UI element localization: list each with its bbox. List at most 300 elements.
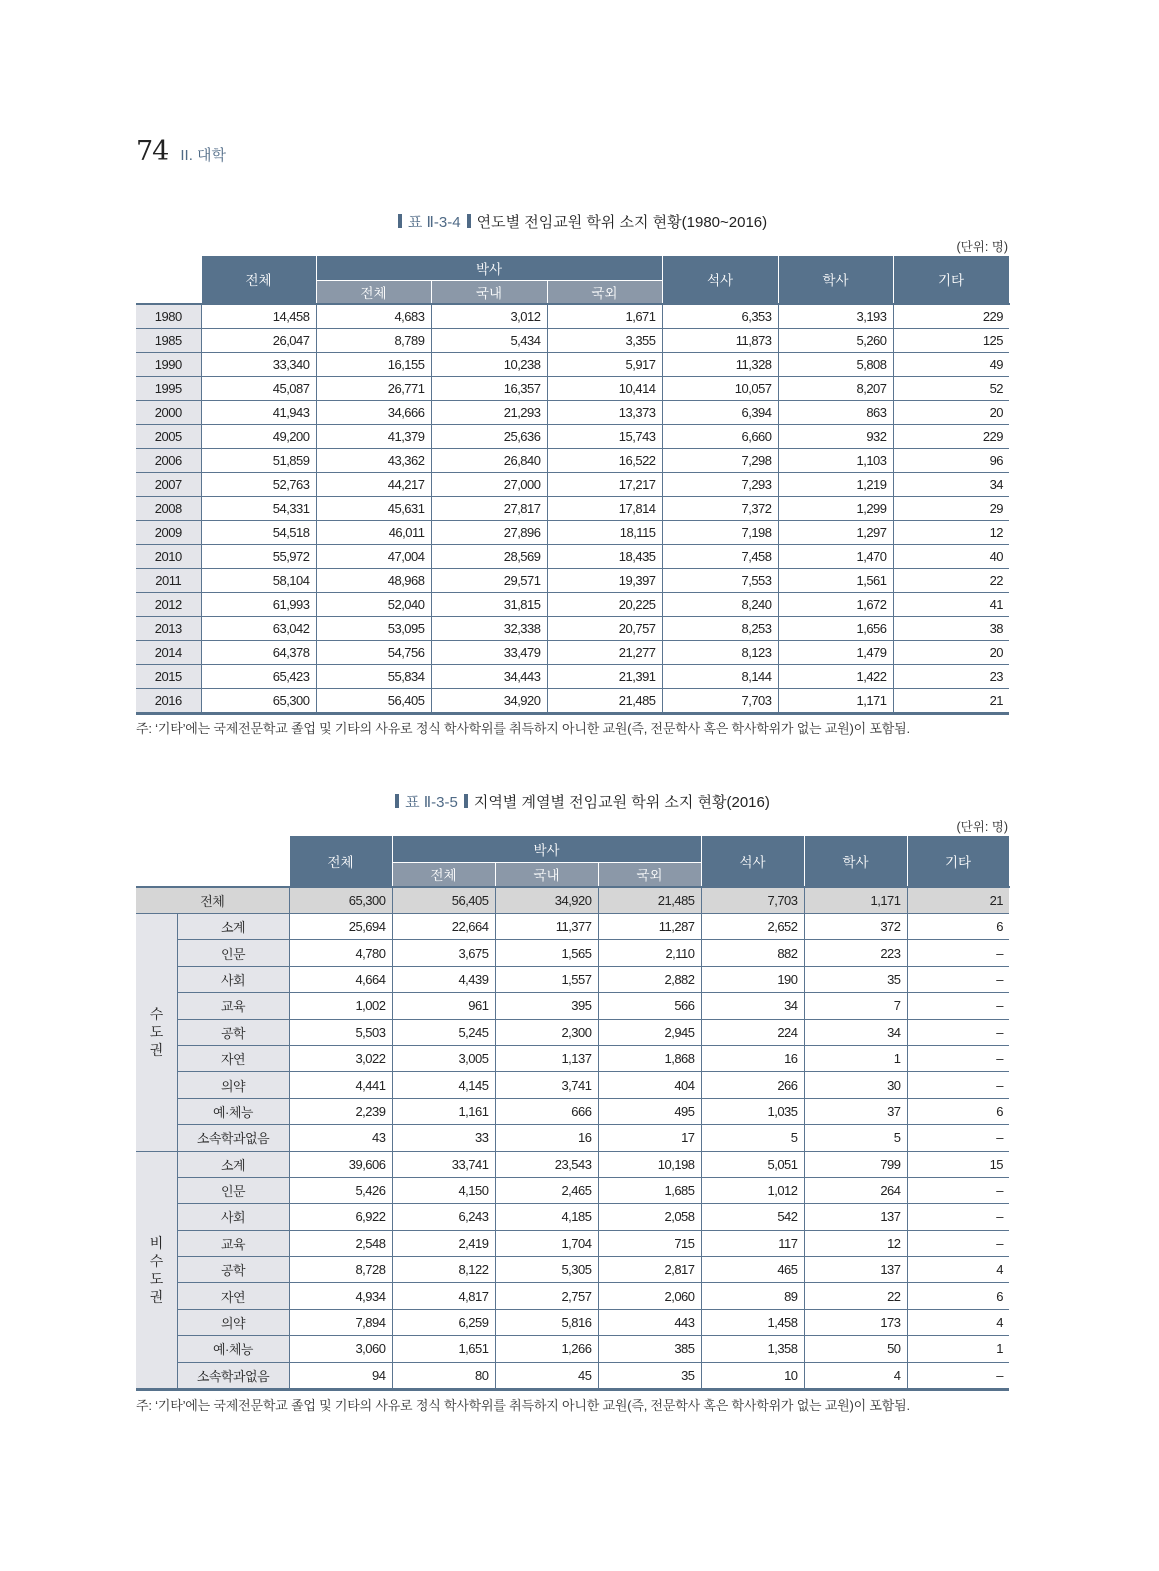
cell-phd-total: 6,243 xyxy=(392,1204,495,1230)
cell-phd-domestic: 27,000 xyxy=(431,472,547,496)
cell-total: 55,972 xyxy=(201,544,316,568)
table-row xyxy=(136,1125,1009,1151)
cell-total: 5,426 xyxy=(289,1177,392,1203)
cell-bachelor: 1,171 xyxy=(778,688,893,713)
region-char: 권 xyxy=(149,1288,163,1305)
cell-phd-total: 4,145 xyxy=(392,1072,495,1098)
cell-phd-foreign: 10,414 xyxy=(547,376,662,400)
cell-total: 52,763 xyxy=(201,472,316,496)
table-row xyxy=(136,616,1009,640)
table2-footnote: 주: ‘기타’에는 국제전문학교 졸업 및 기타의 사유로 정식 학사학위를 취득하지 아니한 교원(즉, 전문학사 혹은 학사학위가 없는 교원)이 포함됨. xyxy=(136,1398,910,1413)
cell-phd-total: 33 xyxy=(392,1125,495,1151)
region-char: 도 xyxy=(149,1270,163,1287)
table2-corner xyxy=(136,836,289,887)
cell-master: 34 xyxy=(701,993,804,1019)
cell-bachelor: 50 xyxy=(804,1336,907,1362)
cell-other: 6 xyxy=(907,914,1009,940)
row-year: 2007 xyxy=(136,472,201,496)
cell-master: 7,293 xyxy=(662,472,778,496)
table-row xyxy=(136,1204,1009,1230)
row-field: 공학 xyxy=(177,1019,289,1045)
table-row xyxy=(136,496,1009,520)
cell-master: 8,240 xyxy=(662,592,778,616)
cell-other: – xyxy=(907,1072,1009,1098)
cell-phd-domestic: 27,817 xyxy=(431,496,547,520)
cell-phd-domestic: 34,920 xyxy=(431,688,547,713)
cell-master: 8,253 xyxy=(662,616,778,640)
col-header-phd-total: 전체 xyxy=(316,280,431,304)
row-year: 2008 xyxy=(136,496,201,520)
cell-master: 5 xyxy=(701,1125,804,1151)
cell-phd-total: 54,756 xyxy=(316,640,431,664)
table-row xyxy=(136,592,1009,616)
cell-master: 89 xyxy=(701,1283,804,1309)
cell-other: – xyxy=(907,966,1009,992)
cell-other: 20 xyxy=(893,400,1009,424)
cell-master: 7,458 xyxy=(662,544,778,568)
cell-phd-foreign: 18,435 xyxy=(547,544,662,568)
cell-bachelor: 1,470 xyxy=(778,544,893,568)
table-row xyxy=(136,304,1009,329)
cell-phd-foreign: 715 xyxy=(598,1230,701,1256)
col-header-bachelor: 학사 xyxy=(778,256,893,304)
region-label xyxy=(136,1151,177,1390)
table-row xyxy=(136,1045,1009,1071)
cell-total: 63,042 xyxy=(201,616,316,640)
cell-master: 7,553 xyxy=(662,568,778,592)
cell-total: 3,060 xyxy=(289,1336,392,1362)
cell-phd-domestic: 10,238 xyxy=(431,352,547,376)
cell-other: 40 xyxy=(893,544,1009,568)
row-field: 공학 xyxy=(177,1257,289,1283)
cell-phd-domestic: 5,816 xyxy=(495,1309,598,1335)
cell-phd-domestic: 33,479 xyxy=(431,640,547,664)
table-row xyxy=(136,424,1009,448)
cell-phd-foreign: 21,485 xyxy=(598,887,701,914)
cell-phd-foreign: 2,110 xyxy=(598,940,701,966)
cell-phd-domestic: 16,357 xyxy=(431,376,547,400)
cell-phd-total: 3,005 xyxy=(392,1045,495,1071)
col-header-phd-foreign: 국외 xyxy=(598,862,701,887)
cell-phd-foreign: 21,391 xyxy=(547,664,662,688)
cell-phd-foreign: 2,058 xyxy=(598,1204,701,1230)
cell-phd-foreign: 16,522 xyxy=(547,448,662,472)
cell-phd-total: 52,040 xyxy=(316,592,431,616)
cell-phd-foreign: 385 xyxy=(598,1336,701,1362)
cell-other: 15 xyxy=(907,1151,1009,1177)
cell-phd-total: 45,631 xyxy=(316,496,431,520)
cell-phd-total: 3,675 xyxy=(392,940,495,966)
table-row xyxy=(136,400,1009,424)
cell-phd-foreign: 17,814 xyxy=(547,496,662,520)
cell-total: 43 xyxy=(289,1125,392,1151)
cell-phd-total: 80 xyxy=(392,1362,495,1389)
table-row xyxy=(136,544,1009,568)
row-year: 2012 xyxy=(136,592,201,616)
cell-phd-total: 4,817 xyxy=(392,1283,495,1309)
cell-bachelor: 5,260 xyxy=(778,328,893,352)
cell-phd-total: 46,011 xyxy=(316,520,431,544)
region-char: 수 xyxy=(149,1252,163,1269)
cell-phd-domestic: 27,896 xyxy=(431,520,547,544)
col-header-phd-total: 전체 xyxy=(392,862,495,887)
table-row xyxy=(136,914,1009,940)
table1-unit: (단위: 명) xyxy=(956,240,1008,254)
cell-master: 6,353 xyxy=(662,304,778,329)
cell-phd-total: 5,245 xyxy=(392,1019,495,1045)
cell-bachelor: 1,561 xyxy=(778,568,893,592)
cell-bachelor: 22 xyxy=(804,1283,907,1309)
cell-bachelor: 4 xyxy=(804,1362,907,1389)
cell-other: 229 xyxy=(893,424,1009,448)
cell-total: 65,423 xyxy=(201,664,316,688)
page-header xyxy=(136,136,226,167)
page-number: 74 xyxy=(136,136,169,167)
cell-phd-domestic: 34,920 xyxy=(495,887,598,914)
cell-phd-domestic: 1,565 xyxy=(495,940,598,966)
table1-title xyxy=(0,211,1159,232)
row-year: 2011 xyxy=(136,568,201,592)
cell-total: 1,002 xyxy=(289,993,392,1019)
region-label xyxy=(136,914,177,1152)
cell-phd-domestic: 4,185 xyxy=(495,1204,598,1230)
cell-bachelor: 863 xyxy=(778,400,893,424)
cell-bachelor: 12 xyxy=(804,1230,907,1256)
table-row xyxy=(136,1362,1009,1389)
cell-phd-total: 22,664 xyxy=(392,914,495,940)
cell-bachelor: 264 xyxy=(804,1177,907,1203)
table2-label: 표 Ⅱ-3-5 xyxy=(405,794,458,811)
cell-phd-domestic: 5,305 xyxy=(495,1257,598,1283)
cell-bachelor: 7 xyxy=(804,993,907,1019)
cell-total: 3,022 xyxy=(289,1045,392,1071)
cell-bachelor: 1,422 xyxy=(778,664,893,688)
cell-phd-foreign: 20,757 xyxy=(547,616,662,640)
cell-phd-domestic: 3,012 xyxy=(431,304,547,329)
table2 xyxy=(136,836,1010,1391)
cell-phd-foreign: 10,198 xyxy=(598,1151,701,1177)
cell-other: 23 xyxy=(893,664,1009,688)
cell-bachelor: 5,808 xyxy=(778,352,893,376)
cell-bachelor: 37 xyxy=(804,1098,907,1124)
cell-master: 1,358 xyxy=(701,1336,804,1362)
cell-phd-domestic: 23,543 xyxy=(495,1151,598,1177)
row-year: 2015 xyxy=(136,664,201,688)
cell-phd-foreign: 35 xyxy=(598,1362,701,1389)
cell-phd-total: 961 xyxy=(392,993,495,1019)
table-row xyxy=(136,376,1009,400)
cell-phd-total: 48,968 xyxy=(316,568,431,592)
cell-bachelor: 1,297 xyxy=(778,520,893,544)
region-char: 수 xyxy=(149,1006,163,1023)
row-field: 소계 xyxy=(177,1151,289,1177)
col-header-total: 전체 xyxy=(201,256,316,304)
row-field: 예·체능 xyxy=(177,1336,289,1362)
region-char: 비 xyxy=(149,1234,163,1251)
col-header-phd-domestic: 국내 xyxy=(431,280,547,304)
row-year: 2006 xyxy=(136,448,201,472)
cell-master: 6,394 xyxy=(662,400,778,424)
cell-bachelor: 34 xyxy=(804,1019,907,1045)
cell-phd-foreign: 2,817 xyxy=(598,1257,701,1283)
cell-total: 2,239 xyxy=(289,1098,392,1124)
cell-total: 2,548 xyxy=(289,1230,392,1256)
cell-other: 21 xyxy=(893,688,1009,713)
row-field: 인문 xyxy=(177,1177,289,1203)
table1-corner xyxy=(136,256,201,304)
table-row xyxy=(136,1230,1009,1256)
cell-phd-domestic: 1,137 xyxy=(495,1045,598,1071)
table-row xyxy=(136,664,1009,688)
col-header-phd-domestic: 국내 xyxy=(495,862,598,887)
title-bar-icon xyxy=(464,794,468,808)
table-row xyxy=(136,1283,1009,1309)
cell-other: 4 xyxy=(907,1309,1009,1335)
cell-other: 125 xyxy=(893,328,1009,352)
cell-phd-domestic: 1,266 xyxy=(495,1336,598,1362)
cell-phd-total: 56,405 xyxy=(316,688,431,713)
cell-other: – xyxy=(907,1362,1009,1389)
cell-total: 51,859 xyxy=(201,448,316,472)
col-header-bachelor: 학사 xyxy=(804,836,907,887)
cell-phd-foreign: 566 xyxy=(598,993,701,1019)
cell-bachelor: 173 xyxy=(804,1309,907,1335)
col-header-phd-foreign: 국외 xyxy=(547,280,662,304)
cell-total: 94 xyxy=(289,1362,392,1389)
row-year: 2000 xyxy=(136,400,201,424)
cell-other: – xyxy=(907,1019,1009,1045)
table-row xyxy=(136,520,1009,544)
row-year: 2014 xyxy=(136,640,201,664)
cell-other: 34 xyxy=(893,472,1009,496)
row-field: 사회 xyxy=(177,966,289,992)
row-year: 2010 xyxy=(136,544,201,568)
table-row xyxy=(136,328,1009,352)
cell-other: 38 xyxy=(893,616,1009,640)
table-row xyxy=(136,1098,1009,1124)
row-field: 사회 xyxy=(177,1204,289,1230)
row-field: 자연 xyxy=(177,1045,289,1071)
cell-other: – xyxy=(907,993,1009,1019)
cell-master: 465 xyxy=(701,1257,804,1283)
cell-phd-total: 1,161 xyxy=(392,1098,495,1124)
cell-total: 58,104 xyxy=(201,568,316,592)
cell-master: 2,652 xyxy=(701,914,804,940)
cell-bachelor: 372 xyxy=(804,914,907,940)
cell-other: – xyxy=(907,1204,1009,1230)
table-row xyxy=(136,1151,1009,1177)
col-header-other: 기타 xyxy=(893,256,1009,304)
cell-bachelor: 1 xyxy=(804,1045,907,1071)
cell-total: 49,200 xyxy=(201,424,316,448)
cell-bachelor: 799 xyxy=(804,1151,907,1177)
cell-bachelor: 5 xyxy=(804,1125,907,1151)
cell-total: 6,922 xyxy=(289,1204,392,1230)
cell-phd-total: 34,666 xyxy=(316,400,431,424)
cell-other: 22 xyxy=(893,568,1009,592)
cell-master: 7,703 xyxy=(701,887,804,914)
cell-master: 7,298 xyxy=(662,448,778,472)
cell-phd-foreign: 1,868 xyxy=(598,1045,701,1071)
cell-master: 5,051 xyxy=(701,1151,804,1177)
cell-other: 96 xyxy=(893,448,1009,472)
cell-other: 1 xyxy=(907,1336,1009,1362)
row-field: 인문 xyxy=(177,940,289,966)
cell-bachelor: 1,479 xyxy=(778,640,893,664)
cell-phd-foreign: 2,882 xyxy=(598,966,701,992)
cell-phd-domestic: 395 xyxy=(495,993,598,1019)
cell-phd-domestic: 2,300 xyxy=(495,1019,598,1045)
table-row xyxy=(136,448,1009,472)
row-field: 소속학과없음 xyxy=(177,1125,289,1151)
cell-phd-domestic: 16 xyxy=(495,1125,598,1151)
cell-total: 4,934 xyxy=(289,1283,392,1309)
title-bar-icon xyxy=(467,214,471,228)
cell-total: 54,518 xyxy=(201,520,316,544)
cell-master: 11,873 xyxy=(662,328,778,352)
cell-phd-domestic: 666 xyxy=(495,1098,598,1124)
cell-master: 10 xyxy=(701,1362,804,1389)
table-row xyxy=(136,1309,1009,1335)
cell-phd-domestic: 28,569 xyxy=(431,544,547,568)
cell-phd-domestic: 25,636 xyxy=(431,424,547,448)
cell-phd-total: 33,741 xyxy=(392,1151,495,1177)
cell-bachelor: 1,656 xyxy=(778,616,893,640)
cell-phd-total: 6,259 xyxy=(392,1309,495,1335)
cell-master: 11,328 xyxy=(662,352,778,376)
cell-other: 6 xyxy=(907,1283,1009,1309)
cell-master: 10,057 xyxy=(662,376,778,400)
cell-phd-domestic: 34,443 xyxy=(431,664,547,688)
cell-total: 26,047 xyxy=(201,328,316,352)
cell-phd-total: 43,362 xyxy=(316,448,431,472)
cell-master: 7,703 xyxy=(662,688,778,713)
cell-total: 39,606 xyxy=(289,1151,392,1177)
cell-master: 8,144 xyxy=(662,664,778,688)
table-row xyxy=(136,640,1009,664)
cell-phd-foreign: 5,917 xyxy=(547,352,662,376)
cell-master: 224 xyxy=(701,1019,804,1045)
cell-total: 64,378 xyxy=(201,640,316,664)
col-header-master: 석사 xyxy=(662,256,778,304)
cell-phd-foreign: 3,355 xyxy=(547,328,662,352)
cell-phd-total: 56,405 xyxy=(392,887,495,914)
cell-phd-foreign: 1,671 xyxy=(547,304,662,329)
col-header-phd: 박사 xyxy=(392,836,701,862)
cell-phd-total: 16,155 xyxy=(316,352,431,376)
cell-bachelor: 30 xyxy=(804,1072,907,1098)
cell-master: 6,660 xyxy=(662,424,778,448)
cell-bachelor: 1,103 xyxy=(778,448,893,472)
row-field: 의약 xyxy=(177,1309,289,1335)
cell-master: 882 xyxy=(701,940,804,966)
cell-bachelor: 1,299 xyxy=(778,496,893,520)
cell-bachelor: 137 xyxy=(804,1257,907,1283)
cell-phd-domestic: 21,293 xyxy=(431,400,547,424)
cell-other: 52 xyxy=(893,376,1009,400)
cell-master: 542 xyxy=(701,1204,804,1230)
cell-phd-total: 1,651 xyxy=(392,1336,495,1362)
cell-phd-total: 55,834 xyxy=(316,664,431,688)
cell-phd-foreign: 11,287 xyxy=(598,914,701,940)
cell-total: 8,728 xyxy=(289,1257,392,1283)
row-year: 2005 xyxy=(136,424,201,448)
cell-other: – xyxy=(907,1125,1009,1151)
row-field: 교육 xyxy=(177,993,289,1019)
cell-phd-foreign: 443 xyxy=(598,1309,701,1335)
row-year: 1980 xyxy=(136,304,201,329)
cell-phd-foreign: 18,115 xyxy=(547,520,662,544)
cell-phd-foreign: 17 xyxy=(598,1125,701,1151)
cell-master: 117 xyxy=(701,1230,804,1256)
cell-total: 4,664 xyxy=(289,966,392,992)
cell-master: 1,458 xyxy=(701,1309,804,1335)
cell-total: 65,300 xyxy=(289,887,392,914)
cell-phd-domestic: 5,434 xyxy=(431,328,547,352)
cell-phd-domestic: 1,557 xyxy=(495,966,598,992)
cell-master: 7,372 xyxy=(662,496,778,520)
cell-total: 25,694 xyxy=(289,914,392,940)
cell-phd-foreign: 20,225 xyxy=(547,592,662,616)
cell-other: 4 xyxy=(907,1257,1009,1283)
cell-phd-total: 44,217 xyxy=(316,472,431,496)
cell-phd-foreign: 1,685 xyxy=(598,1177,701,1203)
cell-phd-total: 4,150 xyxy=(392,1177,495,1203)
cell-phd-total: 4,683 xyxy=(316,304,431,329)
cell-total: 41,943 xyxy=(201,400,316,424)
cell-bachelor: 35 xyxy=(804,966,907,992)
cell-other: – xyxy=(907,940,1009,966)
table2-title xyxy=(0,791,1159,812)
cell-other: – xyxy=(907,1177,1009,1203)
cell-phd-foreign: 15,743 xyxy=(547,424,662,448)
row-label: 전체 xyxy=(136,887,289,914)
region-char: 권 xyxy=(149,1042,163,1059)
cell-total: 54,331 xyxy=(201,496,316,520)
row-year: 2016 xyxy=(136,688,201,713)
row-field: 자연 xyxy=(177,1283,289,1309)
table-row xyxy=(136,568,1009,592)
cell-phd-domestic: 32,338 xyxy=(431,616,547,640)
cell-total: 7,894 xyxy=(289,1309,392,1335)
cell-bachelor: 8,207 xyxy=(778,376,893,400)
cell-total: 33,340 xyxy=(201,352,316,376)
cell-phd-foreign: 21,277 xyxy=(547,640,662,664)
cell-other: – xyxy=(907,1045,1009,1071)
table1-body xyxy=(136,304,1009,714)
cell-bachelor: 1,171 xyxy=(804,887,907,914)
table1-footnote: 주: ‘기타’에는 국제전문학교 졸업 및 기타의 사유로 정식 학사학위를 취득하지 아니한 교원(즉, 전문학사 혹은 학사학위가 없는 교원)이 포함됨. xyxy=(136,721,910,736)
table-row xyxy=(136,688,1009,713)
region-char: 도 xyxy=(149,1024,163,1041)
cell-phd-domestic: 29,571 xyxy=(431,568,547,592)
table1-label: 표 Ⅱ-3-4 xyxy=(407,214,461,231)
cell-other: 20 xyxy=(893,640,1009,664)
table-row xyxy=(136,1019,1009,1045)
cell-phd-foreign: 2,060 xyxy=(598,1283,701,1309)
cell-master: 190 xyxy=(701,966,804,992)
table1-caption: 연도별 전임교원 학위 소지 현황(1980~2016) xyxy=(476,214,768,231)
cell-master: 16 xyxy=(701,1045,804,1071)
cell-phd-domestic: 3,741 xyxy=(495,1072,598,1098)
cell-phd-total: 4,439 xyxy=(392,966,495,992)
cell-phd-foreign: 404 xyxy=(598,1072,701,1098)
table2-caption: 지역별 계열별 전임교원 학위 소지 현황(2016) xyxy=(473,794,770,811)
col-header-master: 석사 xyxy=(701,836,804,887)
col-header-phd: 박사 xyxy=(316,256,662,280)
cell-phd-foreign: 495 xyxy=(598,1098,701,1124)
cell-bachelor: 137 xyxy=(804,1204,907,1230)
